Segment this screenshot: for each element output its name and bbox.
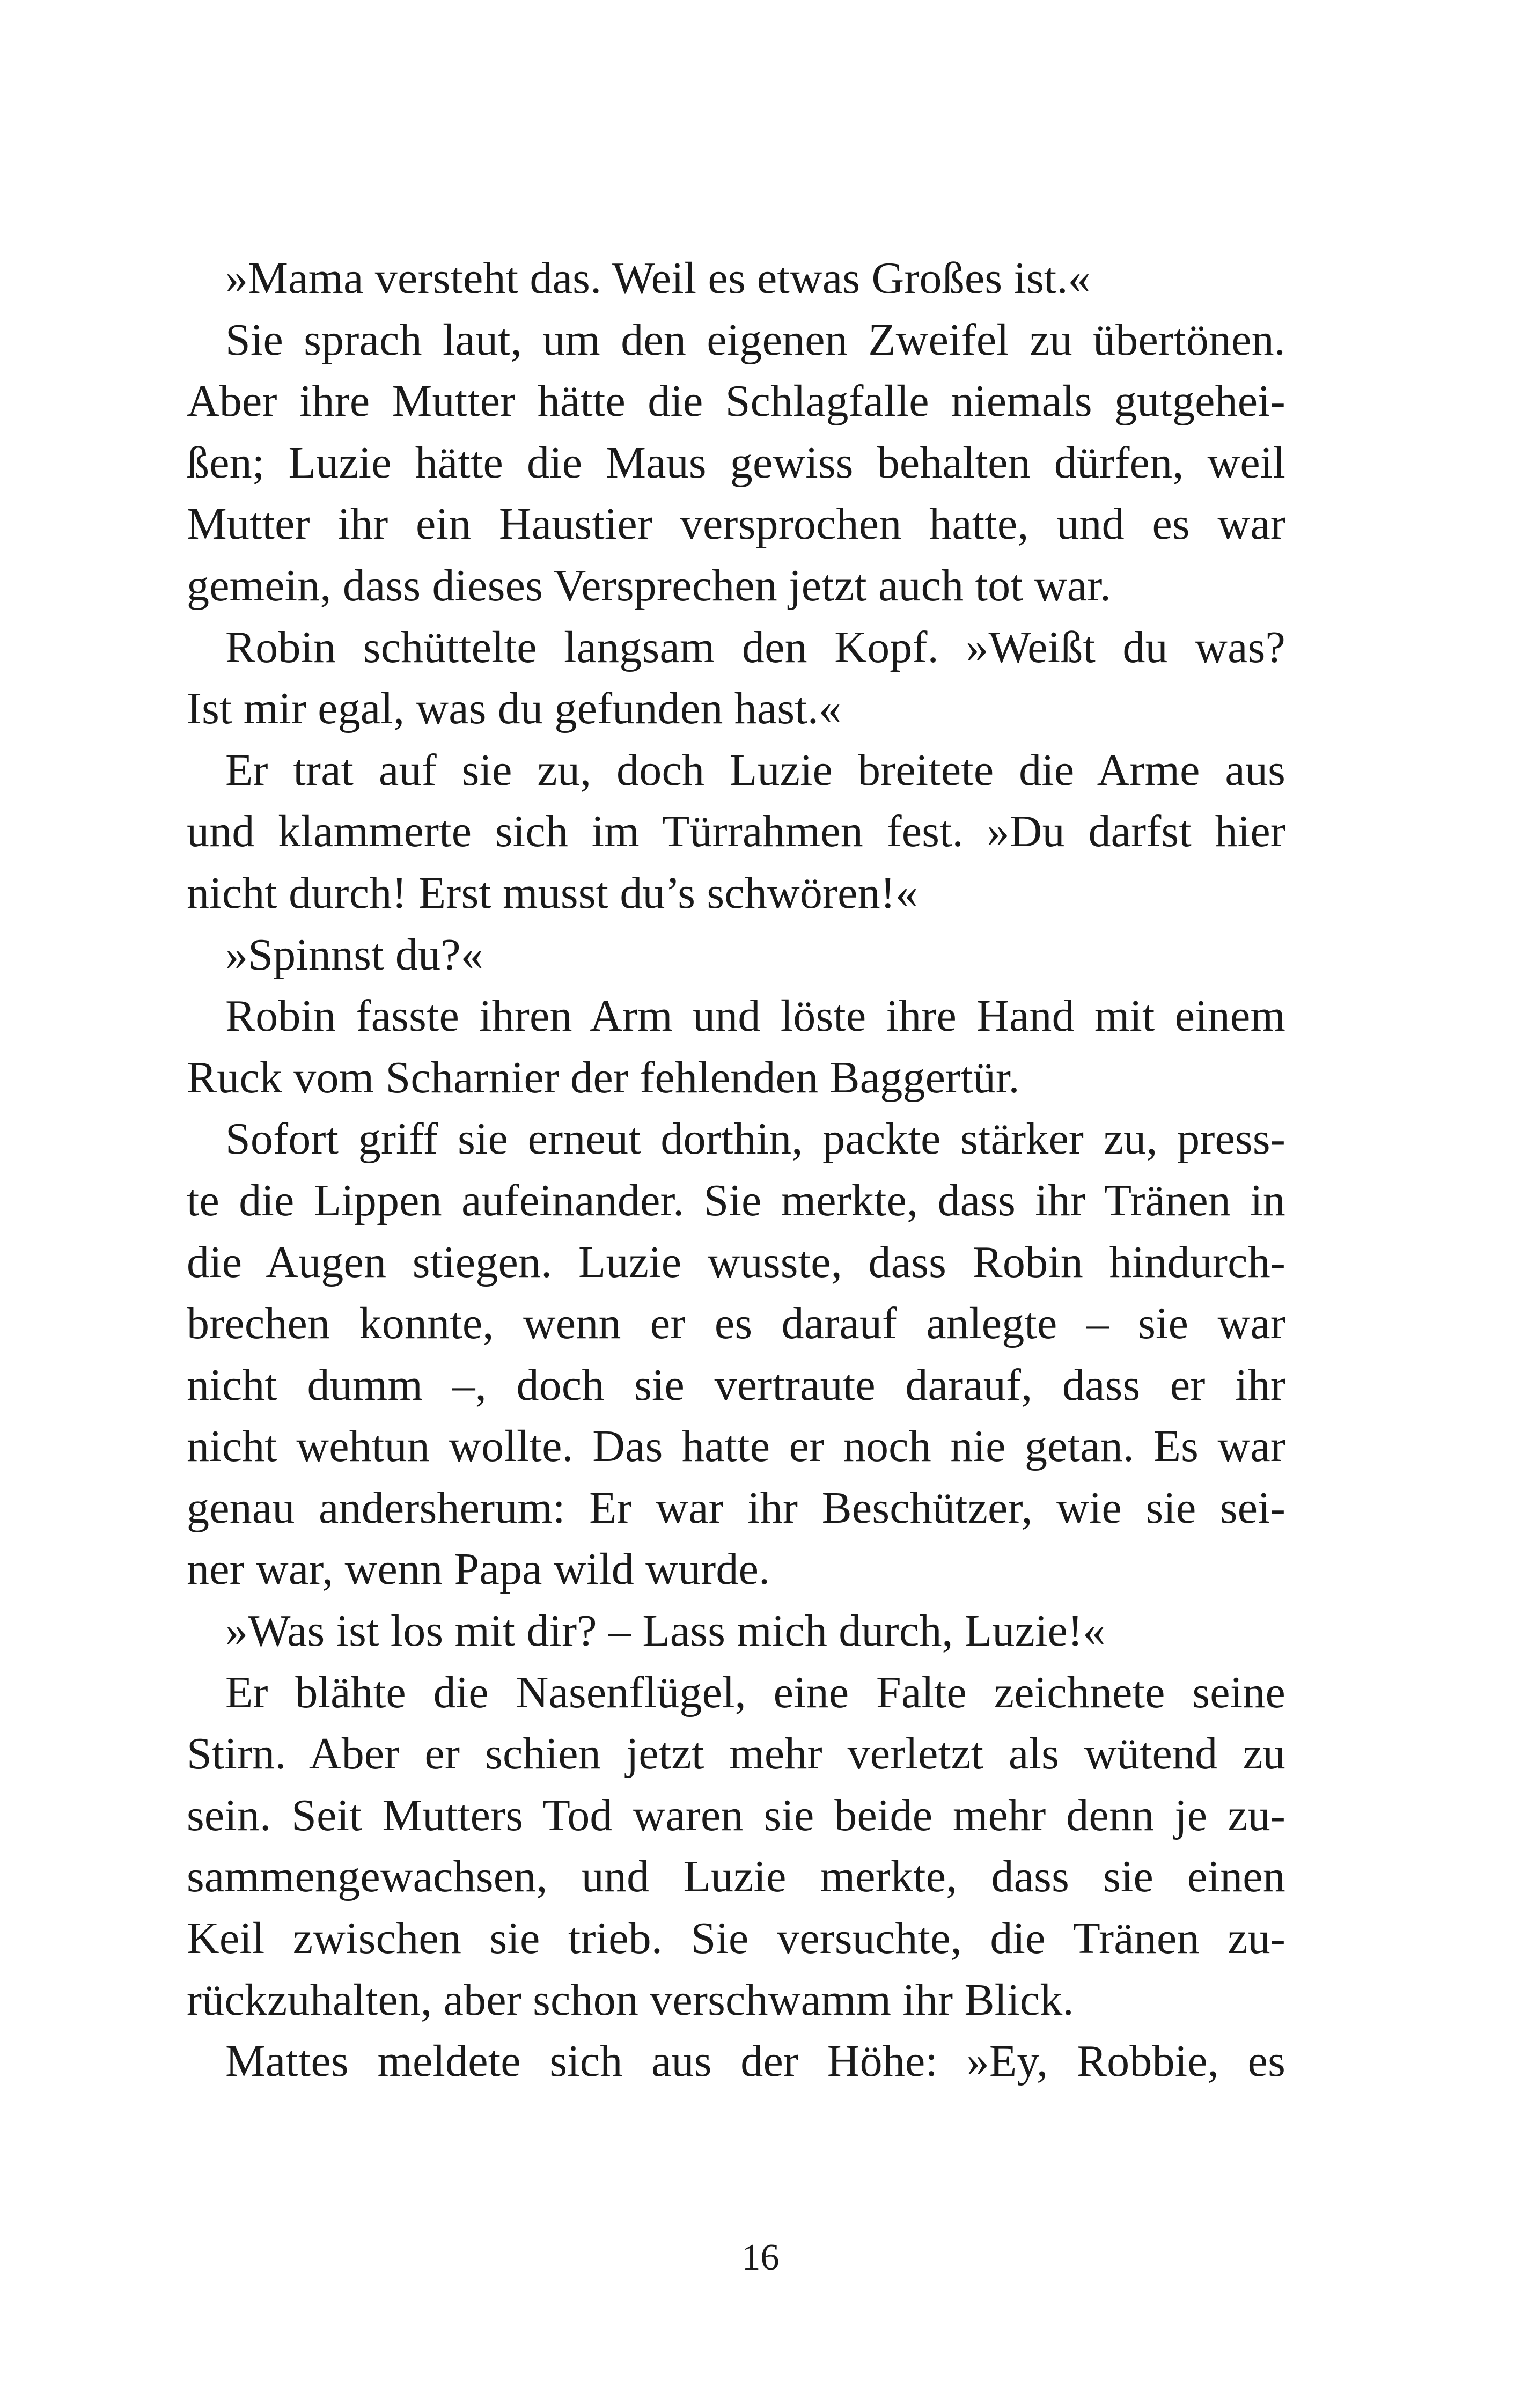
text-line: nicht dumm –, doch sie vertraute darauf, dass er ihr	[187, 1360, 1285, 1410]
text-line: gemein, dass dieses Versprechen jetzt auch tot war.	[187, 560, 1112, 611]
text-line: nicht durch! Erst musst du’s schwören!«	[187, 868, 919, 918]
text-line: te die Lippen aufeinander. Sie merkte, dass ihr Tränen in	[187, 1175, 1285, 1225]
text-line: Robin schüttelte langsam den Kopf. »Weißt du was?	[225, 622, 1285, 672]
text-line: brechen konnte, wenn er es darauf anlegte – sie war	[187, 1298, 1285, 1349]
text-line: Aber ihre Mutter hätte die Schlagfalle niemals gutgehei-	[187, 376, 1285, 427]
text-line: Stirn. Aber er schien jetzt mehr verletzt als wütend zu	[187, 1729, 1285, 1779]
text-line: Ist mir egal, was du gefunden hast.«	[187, 684, 842, 734]
text-line: ßen; Luzie hätte die Maus gewiss behalten dürfen, weil	[187, 437, 1285, 488]
text-line: genau andersherum: Er war ihr Beschützer, wie sie sei-	[187, 1482, 1285, 1533]
text-line: Keil zwischen sie trieb. Sie versuchte, die Tränen zu-	[187, 1913, 1285, 1964]
text-line: nicht wehtun wollte. Das hatte er noch nie getan. Es war	[187, 1421, 1285, 1472]
text-line: Ruck vom Scharnier der fehlenden Baggertür.	[187, 1052, 1020, 1103]
text-line: Sie sprach laut, um den eigenen Zweifel zu übertönen.	[225, 314, 1285, 365]
text-line: und klammerte sich im Türrahmen fest. »Du darfst hier	[187, 806, 1285, 857]
text-line: »Mama versteht das. Weil es etwas Großes ist.«	[225, 253, 1091, 303]
text-line: sein. Seit Mutters Tod waren sie beide mehr denn je zu-	[187, 1790, 1285, 1840]
body-text	[187, 248, 1285, 2093]
text-line: rückzuhalten, aber schon verschwamm ihr Blick.	[187, 1974, 1074, 2025]
text-line: »Spinnst du?«	[225, 929, 483, 980]
text-line: »Was ist los mit dir? – Lass mich durch, Luzie!«	[225, 1606, 1106, 1656]
text-line: die Augen stiegen. Luzie wusste, dass Robin hindurch-	[187, 1237, 1285, 1287]
text-line: Mattes meldete sich aus der Höhe: »Ey, Robbie, es	[225, 2036, 1285, 2087]
text-line: Er trat auf sie zu, doch Luzie breitete die Arme aus	[225, 745, 1285, 795]
text-line: Robin fasste ihren Arm und löste ihre Hand mit einem	[225, 991, 1285, 1041]
text-line: ner war, wenn Papa wild wurde.	[187, 1544, 770, 1595]
text-line: Er blähte die Nasenflügel, eine Falte zeichnete seine	[225, 1667, 1285, 1717]
page-number: 16	[741, 2237, 780, 2278]
text-line: sammengewachsen, und Luzie merkte, dass sie einen	[187, 1852, 1285, 1902]
text-line: Sofort griff sie erneut dorthin, packte stärker zu, press-	[225, 1114, 1285, 1164]
text-line: Mutter ihr ein Haustier versprochen hatte, und es war	[187, 499, 1285, 549]
